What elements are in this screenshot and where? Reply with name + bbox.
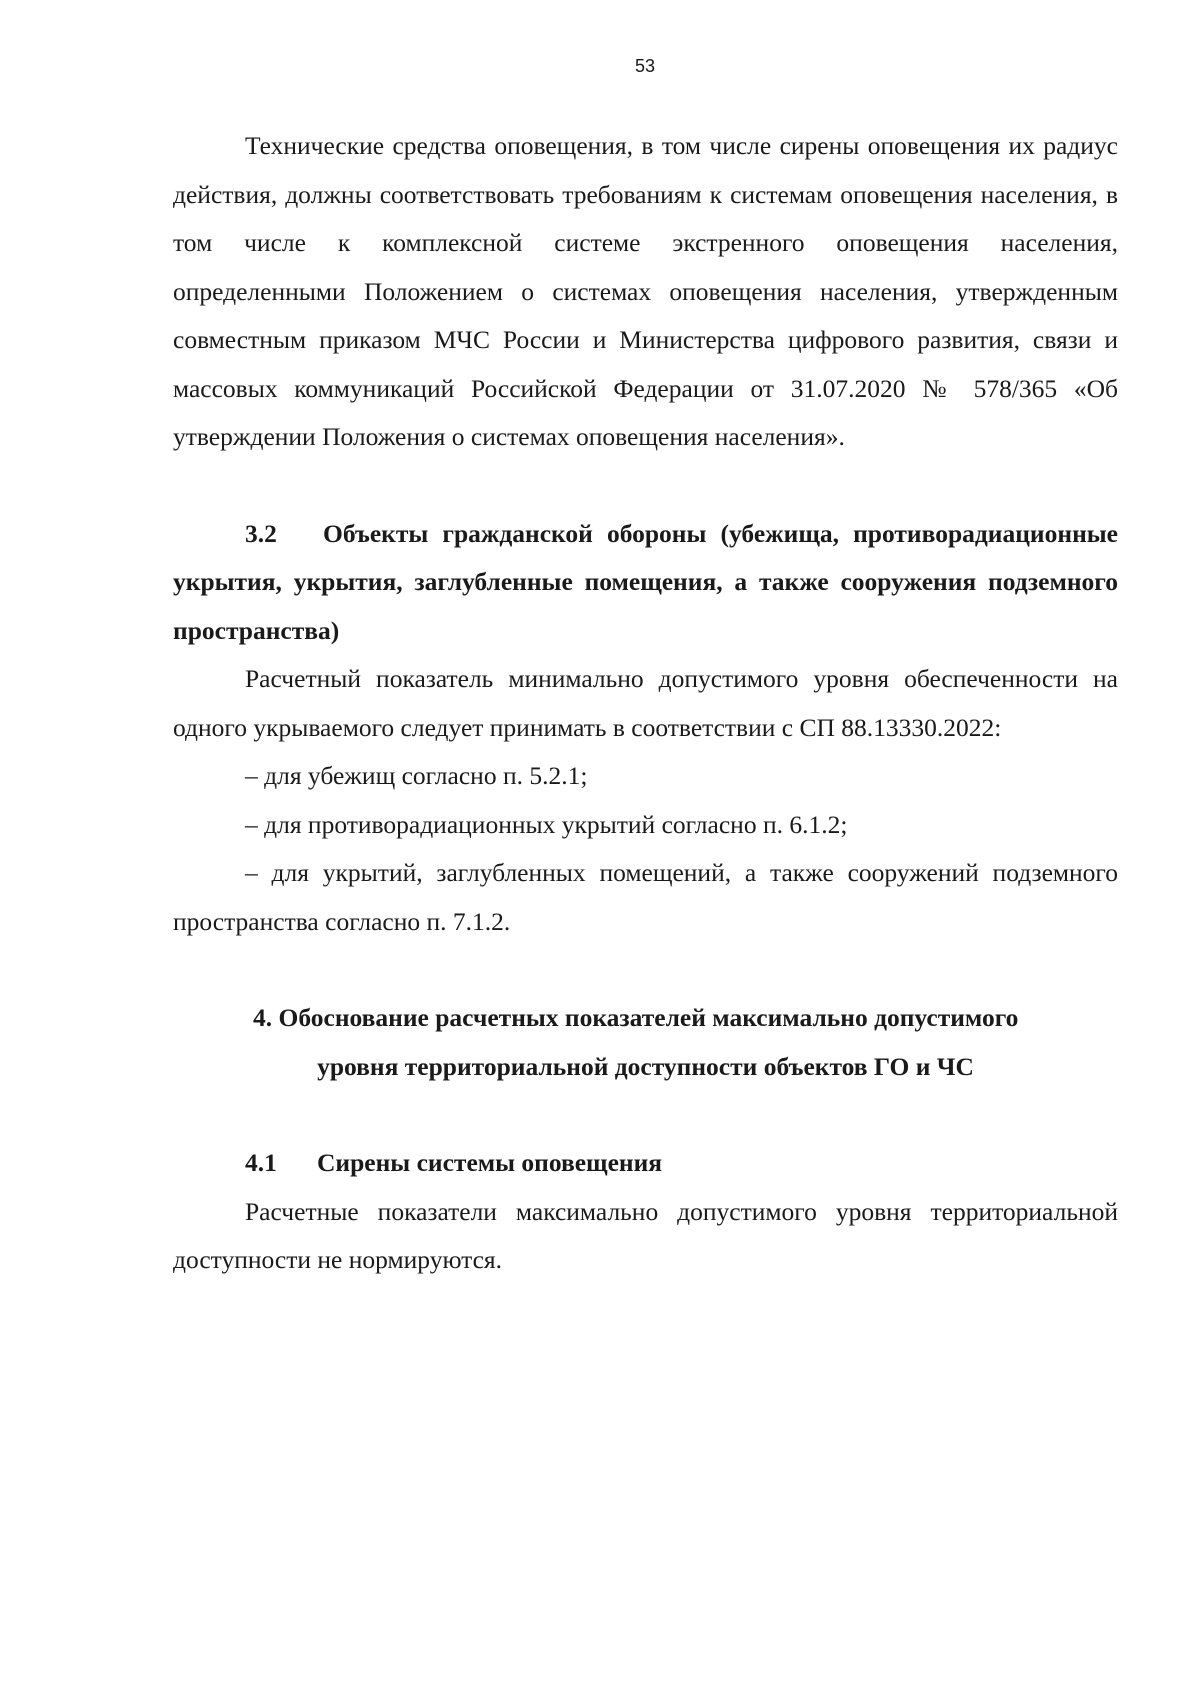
page-number: 53 — [634, 56, 656, 76]
paragraph-shelter-indicator: Расчетный показатель минимально допустимого уровня обеспеченности на одного укрываемого следует принимать в соответствии с СП 88.13330.2022: — [173, 664, 1118, 742]
section-4-heading-line-2: уровня территориальной доступности объектов ГО и ЧС — [317, 1051, 974, 1081]
list-item: – для убежищ согласно п. 5.2.1; — [245, 761, 588, 790]
list-item: – для укрытий, заглубленных помещений, а также сооружений подземного пространства согласно п. 7.1.2. — [173, 858, 1118, 936]
section-4-heading-line-1: 4. Обоснование расчетных показателей максимально допустимого — [253, 1003, 1019, 1032]
page-content — [173, 122, 1118, 1285]
section-4-1-number: 4.1 — [245, 1148, 277, 1177]
section-3-2-title: Объекты гражданской обороны (убежища, противорадиационные укрытия, укрытия, заглубленные помещения, а также сооружения подземного пространства) — [173, 518, 1118, 645]
section-4-heading — [173, 994, 1118, 1091]
section-3-2-number: 3.2 — [245, 518, 277, 548]
list-item: – для противорадиационных укрытий согласно п. 6.1.2; — [245, 809, 848, 839]
section-4-1-heading — [173, 1139, 1118, 1188]
paragraph-warning-systems: Технические средства оповещения, в том числе сирены оповещения их радиус действия, должны соответствовать требованиям к системам оповещения населения, в том числе к комплексной системе экстренного оповещения населения, определенными Положением о системах оповещения населения, утвержденным совместным приказом МЧС России и Министерства цифрового развития, связи и массовых коммуникаций Российской Федерации от 31.07.2020 № 578/365 «Об утверждении Положения о системах оповещения населения». — [173, 131, 1118, 451]
section-4-1-title: Сирены системы оповещения — [317, 1148, 663, 1177]
section-3-2-heading — [173, 510, 1118, 656]
paragraph-sirens-accessibility: Расчетные показатели максимально допустимого уровня территориальной доступности не нормируются. — [173, 1196, 1118, 1274]
